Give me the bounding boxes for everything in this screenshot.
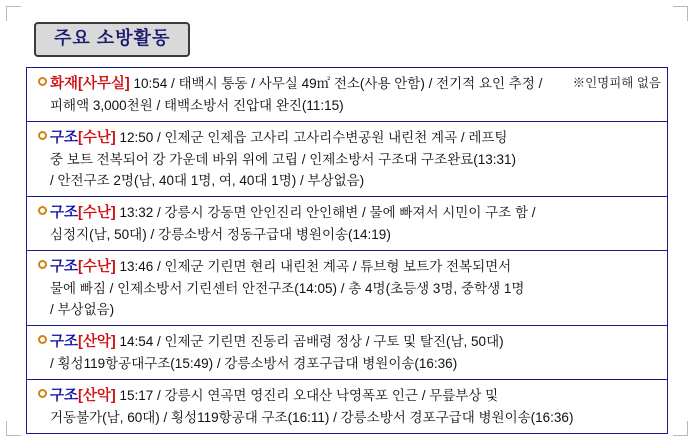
page-title: 주요 소방활동	[54, 28, 171, 48]
incident-line-2: 피해액 3,000천원 / 태백소방서 진압대 완진(11:15)	[50, 98, 344, 113]
incident-line-1: 10:54 / 태백시 통동 / 사무실 49㎡ 전소(사용 안함) / 전기적 요인 추정 /	[129, 76, 543, 91]
incident-subtype: [산악]	[78, 334, 116, 350]
incident-text	[50, 202, 661, 245]
incident-subtype: [사무실]	[78, 76, 130, 92]
incident-category: 구조	[50, 334, 79, 350]
incident-text	[50, 256, 661, 320]
incident-line-1: 15:17 / 강릉시 연곡면 영진리 오대산 낙영폭포 인근 / 무릎부상 및	[115, 388, 499, 403]
incident-category: 구조	[50, 388, 79, 404]
circle-bullet-icon	[35, 331, 50, 349]
list-item	[27, 68, 667, 122]
page-title-banner	[34, 22, 190, 57]
incident-line-1: 12:50 / 인제군 인제읍 고사리 고사리수변공원 내린천 계곡 / 레프팅	[115, 130, 508, 145]
incident-line-1: 14:54 / 인제군 기린면 진동리 곰배령 정상 / 구토 및 탈진(남, 50대)	[115, 334, 504, 349]
circle-bullet-icon	[35, 202, 50, 220]
circle-bullet-icon	[35, 127, 50, 145]
list-item	[27, 380, 667, 433]
incident-subtype: [산악]	[78, 388, 116, 404]
list-item	[27, 251, 667, 326]
incident-line-2: / 횡성119항공대구조(15:49) / 강릉소방서 경포구급대 병원이송(16:36)	[50, 356, 458, 371]
incident-line-3: / 부상없음)	[50, 302, 115, 317]
incident-list	[26, 67, 668, 434]
incident-line-1: 13:32 / 강릉시 강동면 안인진리 안인해변 / 물에 빠져서 시민이 구조 함 /	[115, 205, 536, 220]
incident-line-2: 중 보트 전복되어 강 가운데 바위 위에 고립 / 인제소방서 구조대 구조완료(13:31)	[50, 152, 516, 167]
incident-category: 구조	[50, 259, 79, 275]
incident-line-2: 물에 빠짐 / 인제소방서 기린센터 안전구조(14:05) / 총 4명(초등생 3명, 중학생 1명	[50, 281, 525, 296]
circle-bullet-icon	[35, 385, 50, 403]
incident-line-1: 13:46 / 인제군 기린면 현리 내린천 계곡 / 튜브형 보트가 전복되면서	[115, 259, 512, 274]
incident-text	[50, 331, 661, 374]
incident-text	[50, 127, 661, 191]
circle-bullet-icon	[35, 256, 50, 274]
incident-text	[50, 73, 661, 116]
circle-bullet-icon	[35, 73, 50, 91]
incident-text	[50, 385, 661, 428]
incident-category: 화재	[50, 76, 79, 92]
incident-subtype: [수난]	[78, 259, 116, 275]
list-item	[27, 326, 667, 380]
incident-category: 구조	[50, 130, 79, 146]
incident-line-2: 심정지(남, 50대) / 강릉소방서 정동구급대 병원이송(14:19)	[50, 227, 391, 242]
list-item	[27, 122, 667, 197]
incident-subtype: [수난]	[78, 130, 116, 146]
incident-subtype: [수난]	[78, 205, 116, 221]
incident-line-2: 거동불가(남, 60대) / 횡성119항공대 구조(16:11) / 강릉소방서 경포구급대 병원이송(16:36)	[50, 410, 574, 425]
incident-category: 구조	[50, 205, 79, 221]
incident-note: ※인명피해 없음	[572, 76, 661, 90]
incident-line-3: / 안전구조 2명(남, 40대 1명, 여, 40대 1명) / 부상없음)	[50, 173, 365, 188]
list-item	[27, 197, 667, 251]
